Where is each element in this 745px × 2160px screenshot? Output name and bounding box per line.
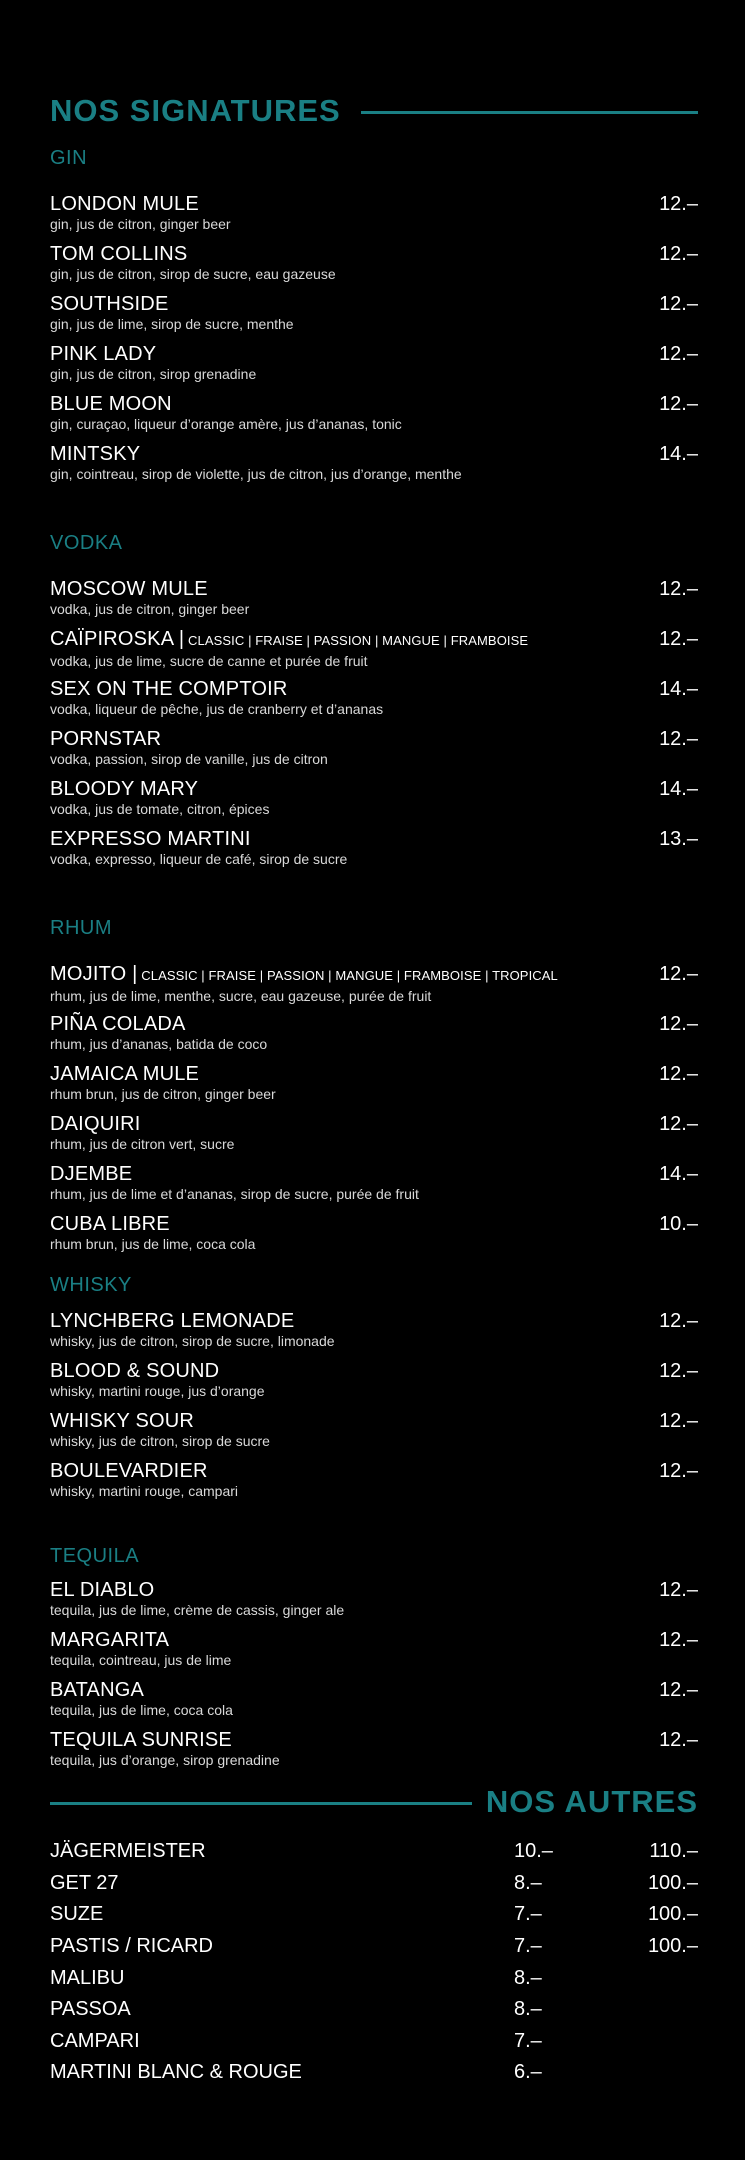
list-item [50, 2057, 698, 2089]
item-desc: gin, jus de citron, sirop de sucre, eau gazeuse [50, 266, 336, 282]
menu-item [50, 1062, 698, 1112]
menu-item [50, 1012, 698, 1062]
autres-title: NOS AUTRES [485, 1784, 698, 1819]
menu-item [50, 727, 698, 777]
item-name: JAMAICA MULE [50, 1063, 200, 1085]
item-desc: whisky, jus de citron, sirop de sucre, limonade [50, 1333, 335, 1349]
item-desc: rhum, jus de lime et d’ananas, sirop de sucre, purée de fruit [50, 1186, 419, 1202]
item-name: SEX ON THE COMPTOIR [50, 678, 288, 700]
item-desc: gin, curaçao, liqueur d’orange amère, jus d’ananas, tonic [50, 416, 402, 432]
item-desc: whisky, jus de citron, sirop de sucre [50, 1433, 270, 1449]
item-price: 12.– [659, 193, 698, 215]
item-variants: CLASSIC | FRAISE | PASSION | MANGUE | FRAMBOISE | TROPICAL [137, 968, 558, 983]
list-item [50, 1994, 698, 2026]
menu-item [50, 1112, 698, 1162]
list-item [50, 2026, 698, 2058]
item-price: 14.– [659, 1163, 698, 1185]
signatures-title: NOS SIGNATURES [50, 93, 341, 128]
item-desc: gin, cointreau, sirop de violette, jus de citron, jus d’orange, menthe [50, 466, 462, 482]
menu-item [50, 1578, 698, 1628]
item-desc: gin, jus de citron, sirop grenadine [50, 366, 257, 382]
item-name: PASTIS / RICARD [50, 1935, 213, 1958]
section-tequila [50, 1545, 698, 1778]
item-price-glass: 8.– [514, 1998, 542, 2021]
item-name: MALIBU [50, 1966, 125, 1989]
menu-page [50, 0, 698, 2089]
item-name: WHISKY SOUR [50, 1410, 195, 1432]
item-desc: whisky, martini rouge, campari [50, 1483, 239, 1499]
item-variants: CLASSIC | FRAISE | PASSION | MANGUE | FRAMBOISE [184, 633, 529, 648]
item-name: CAMPARI [50, 2029, 140, 2052]
item-price: 12.– [659, 728, 698, 750]
item-price: 12.– [659, 293, 698, 315]
item-desc: whisky, martini rouge, jus d’orange [50, 1383, 265, 1399]
item-name: SUZE [50, 1903, 104, 1926]
item-desc: vodka, jus de tomate, citron, épices [50, 801, 270, 817]
item-price-bottle: 100.– [647, 1935, 698, 1958]
item-name: DJEMBE [50, 1163, 133, 1185]
menu-item [50, 962, 698, 1012]
menu-item [50, 1728, 698, 1778]
section-gin [50, 147, 698, 492]
item-price-glass: 7.– [514, 2029, 542, 2052]
item-name: LYNCHBERG LEMONADE [50, 1310, 295, 1332]
section-whisky [50, 1274, 698, 1509]
item-name: PIÑA COLADA [50, 1013, 186, 1035]
menu-item [50, 1409, 698, 1459]
item-price-glass: 8.– [514, 1966, 542, 1989]
item-name: MOSCOW MULE [50, 578, 208, 600]
item-name: EXPRESSO MARTINI [50, 828, 251, 850]
item-desc: rhum brun, jus de citron, ginger beer [50, 1086, 276, 1102]
item-price: 12.– [659, 963, 698, 985]
title-divider [361, 111, 698, 114]
menu-item [50, 1459, 698, 1509]
item-name: TEQUILA SUNRISE [50, 1729, 232, 1751]
item-desc: tequila, jus de lime, crème de cassis, ginger ale [50, 1602, 345, 1618]
item-price: 12.– [659, 1063, 698, 1085]
item-price: 12.– [659, 1579, 698, 1601]
item-price: 12.– [659, 343, 698, 365]
section-title: TEQUILA [50, 1545, 140, 1567]
item-desc: vodka, expresso, liqueur de café, sirop de sucre [50, 851, 348, 867]
item-price: 12.– [659, 1013, 698, 1035]
item-name: BLOODY MARY [50, 778, 199, 800]
item-price: 12.– [659, 1729, 698, 1751]
section-title: VODKA [50, 532, 123, 554]
item-desc: vodka, liqueur de pêche, jus de cranberry et d’ananas [50, 701, 384, 717]
item-price: 12.– [659, 1460, 698, 1482]
item-desc: rhum, jus de citron vert, sucre [50, 1136, 235, 1152]
item-price: 12.– [659, 1679, 698, 1701]
item-name: GET 27 [50, 1871, 119, 1894]
item-price: 14.– [659, 778, 698, 800]
item-price-glass: 7.– [514, 1903, 542, 1926]
menu-item [50, 577, 698, 627]
menu-item [50, 1212, 698, 1262]
item-price: 13.– [659, 828, 698, 850]
item-desc: gin, jus de citron, ginger beer [50, 216, 231, 232]
item-price: 12.– [659, 393, 698, 415]
list-item [50, 1899, 698, 1931]
item-name: BATANGA [50, 1679, 145, 1701]
item-desc: rhum, jus de lime, menthe, sucre, eau gazeuse, purée de fruit [50, 988, 432, 1004]
menu-item [50, 777, 698, 827]
autres-header [50, 1784, 698, 1820]
item-name: SOUTHSIDE [50, 293, 169, 315]
item-price: 14.– [659, 678, 698, 700]
item-name: LONDON MULE [50, 193, 199, 215]
menu-item [50, 442, 698, 492]
item-desc: vodka, jus de citron, ginger beer [50, 601, 250, 617]
menu-item [50, 192, 698, 242]
item-name: CUBA LIBRE [50, 1213, 170, 1235]
item-price-bottle: 100.– [647, 1903, 698, 1926]
menu-item [50, 677, 698, 727]
section-vodka [50, 532, 698, 877]
item-desc: vodka, passion, sirop de vanille, jus de citron [50, 751, 328, 767]
item-name: BLUE MOON [50, 393, 172, 415]
signatures-header [50, 93, 698, 129]
menu-item [50, 1628, 698, 1678]
item-price: 12.– [659, 578, 698, 600]
menu-item [50, 827, 698, 877]
list-item [50, 1868, 698, 1900]
item-desc: tequila, jus d’orange, sirop grenadine [50, 1752, 280, 1768]
item-price: 12.– [659, 628, 698, 650]
title-divider [50, 1802, 472, 1805]
item-price-bottle: 110.– [649, 1840, 698, 1863]
item-price: 12.– [659, 243, 698, 265]
item-price: 12.– [659, 1410, 698, 1432]
item-name: BOULEVARDIER [50, 1460, 208, 1482]
menu-item [50, 1359, 698, 1409]
section-rhum [50, 917, 698, 1262]
list-item [50, 1836, 698, 1868]
menu-item [50, 1309, 698, 1359]
menu-item [50, 342, 698, 392]
section-title: RHUM [50, 917, 112, 939]
item-price-glass: 10.– [514, 1840, 553, 1863]
item-name: DAIQUIRI [50, 1113, 141, 1135]
item-price: 12.– [659, 1113, 698, 1135]
menu-item [50, 1678, 698, 1728]
menu-item [50, 392, 698, 442]
item-name: MOJITO | [50, 963, 138, 985]
item-name: JÄGERMEISTER [50, 1840, 206, 1863]
item-desc: gin, jus de lime, sirop de sucre, menthe [50, 316, 294, 332]
item-name: MARTINI BLANC & ROUGE [50, 2061, 302, 2084]
item-price: 10.– [659, 1213, 698, 1235]
section-title: WHISKY [50, 1274, 132, 1296]
item-name: BLOOD & SOUND [50, 1360, 220, 1382]
item-price: 12.– [659, 1360, 698, 1382]
item-name: EL DIABLO [50, 1579, 155, 1601]
section-title: GIN [50, 147, 88, 169]
item-desc: rhum brun, jus de lime, coca cola [50, 1236, 256, 1252]
autres-list [50, 1836, 698, 2089]
item-desc: vodka, jus de lime, sucre de canne et purée de fruit [50, 653, 368, 669]
menu-item [50, 1162, 698, 1212]
item-price: 12.– [659, 1310, 698, 1332]
item-price: 12.– [659, 1629, 698, 1651]
menu-item [50, 242, 698, 292]
item-name: PORNSTAR [50, 728, 162, 750]
item-name: MARGARITA [50, 1629, 170, 1651]
item-price-glass: 8.– [514, 1871, 542, 1894]
item-desc: tequila, cointreau, jus de lime [50, 1652, 232, 1668]
list-item [50, 1931, 698, 1963]
item-name: CAÏPIROSKA | [50, 628, 185, 650]
item-price-bottle: 100.– [647, 1871, 698, 1894]
item-name: PASSOA [50, 1998, 131, 2021]
item-name: PINK LADY [50, 343, 157, 365]
menu-item [50, 627, 698, 677]
item-desc: tequila, jus de lime, coca cola [50, 1702, 233, 1718]
item-price-glass: 7.– [514, 1935, 542, 1958]
item-price-glass: 6.– [514, 2061, 542, 2084]
item-price: 14.– [659, 443, 698, 465]
item-name: MINTSKY [50, 443, 141, 465]
item-name: TOM COLLINS [50, 243, 188, 265]
menu-item [50, 292, 698, 342]
list-item [50, 1962, 698, 1994]
item-desc: rhum, jus d’ananas, batida de coco [50, 1036, 268, 1052]
